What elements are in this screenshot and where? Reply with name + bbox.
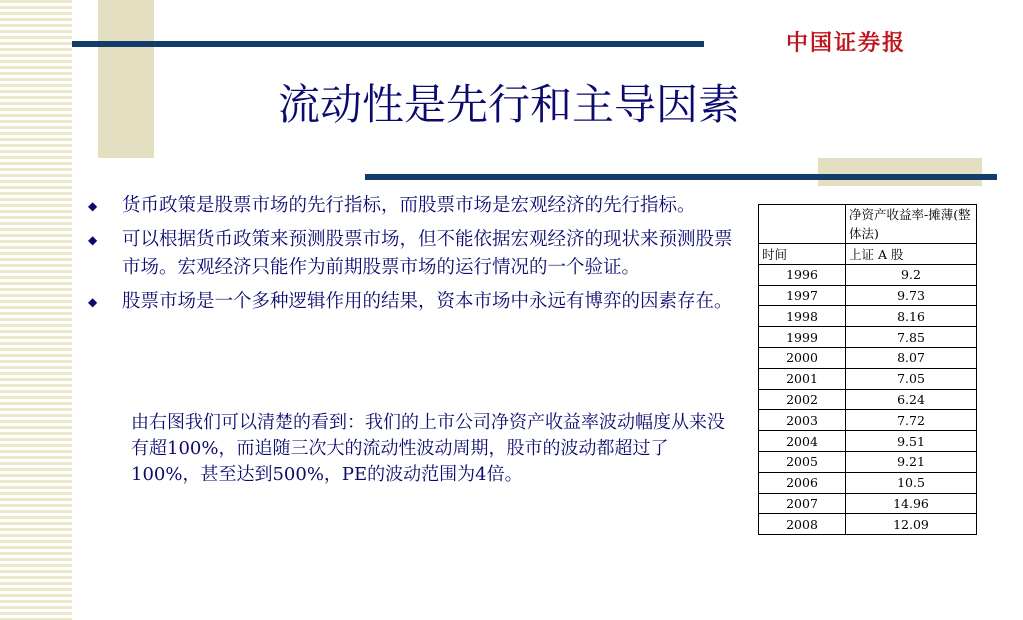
year-cell: 2004 (759, 431, 846, 452)
roe-value-cell: 7.72 (846, 410, 977, 431)
table-row (759, 472, 977, 493)
year-cell: 2001 (759, 368, 846, 389)
table-row (759, 368, 977, 389)
diamond-bullet-icon: ◆ (88, 295, 98, 309)
year-cell: 2005 (759, 451, 846, 472)
year-cell: 2008 (759, 514, 846, 535)
year-cell: 1996 (759, 264, 846, 285)
year-cell: 2003 (759, 410, 846, 431)
header-rule-top (72, 41, 704, 47)
roe-value-cell: 9.2 (846, 264, 977, 285)
year-cell: 1998 (759, 306, 846, 327)
table-label-row (759, 244, 977, 265)
roe-value-cell: 9.21 (846, 451, 977, 472)
roe-value-cell: 9.73 (846, 285, 977, 306)
year-cell: 2006 (759, 472, 846, 493)
time-label-cell: 时间 (759, 244, 846, 265)
roe-table (758, 204, 977, 535)
table-row (759, 285, 977, 306)
roe-value-cell: 7.05 (846, 368, 977, 389)
roe-value-cell: 8.07 (846, 347, 977, 368)
bullet-text: 股票市场是一个多种逻辑作用的结果，资本市场中永远有博弈的因素存在。 (122, 291, 733, 312)
index-label-cell: 上证 A 股 (846, 244, 977, 265)
table-row (759, 431, 977, 452)
slide-title: 流动性是先行和主导因素 (278, 80, 741, 129)
bullet-item (88, 226, 748, 282)
year-cell: 1999 (759, 327, 846, 348)
table-header-row (759, 205, 977, 244)
roe-value-cell: 6.24 (846, 389, 977, 410)
table-row (759, 410, 977, 431)
diamond-bullet-icon: ◆ (88, 233, 98, 247)
roe-value-cell: 10.5 (846, 472, 977, 493)
bullet-text: 可以根据货币政策来预测股票市场，但不能依据宏观经济的现状来预测股票市场。宏观经济只能作为前期股票市场的运行情况的一个验证。 (122, 229, 733, 278)
year-cell: 1997 (759, 285, 846, 306)
bullet-item (88, 192, 748, 220)
diamond-bullet-icon: ◆ (88, 199, 98, 213)
year-cell: 2000 (759, 347, 846, 368)
explanation-paragraph: 由右图我们可以清楚的看到：我们的上市公司净资产收益率波动幅度从来没有超100%，而追随三次大的流动性波动周期，股市的波动都超过了100%，甚至达到500%，PE的波动范围为4倍。 (131, 412, 725, 485)
year-cell: 2007 (759, 493, 846, 514)
decor-block-top (98, 0, 154, 158)
roe-value-cell: 7.85 (846, 327, 977, 348)
table-row (759, 451, 977, 472)
newspaper-logo: 中国证券报 (786, 30, 907, 56)
roe-value-cell: 8.16 (846, 306, 977, 327)
bullet-item (88, 288, 748, 316)
striped-margin-decoration (0, 0, 72, 620)
bullet-list (88, 192, 748, 322)
header-metric-cell: 净资产收益率-摊薄(整体法) (846, 205, 977, 244)
year-cell: 2002 (759, 389, 846, 410)
bullet-text: 货币政策是股票市场的先行指标，而股票市场是宏观经济的先行指标。 (122, 195, 696, 216)
table-row (759, 493, 977, 514)
table-row (759, 389, 977, 410)
roe-value-cell: 9.51 (846, 431, 977, 452)
decor-block-right (818, 158, 982, 186)
header-empty-cell (759, 205, 846, 244)
table-row (759, 327, 977, 348)
table-row (759, 514, 977, 535)
roe-value-cell: 14.96 (846, 493, 977, 514)
roe-value-cell: 12.09 (846, 514, 977, 535)
table-row (759, 306, 977, 327)
table-row (759, 347, 977, 368)
table-row (759, 264, 977, 285)
header-rule-bottom (365, 174, 997, 180)
